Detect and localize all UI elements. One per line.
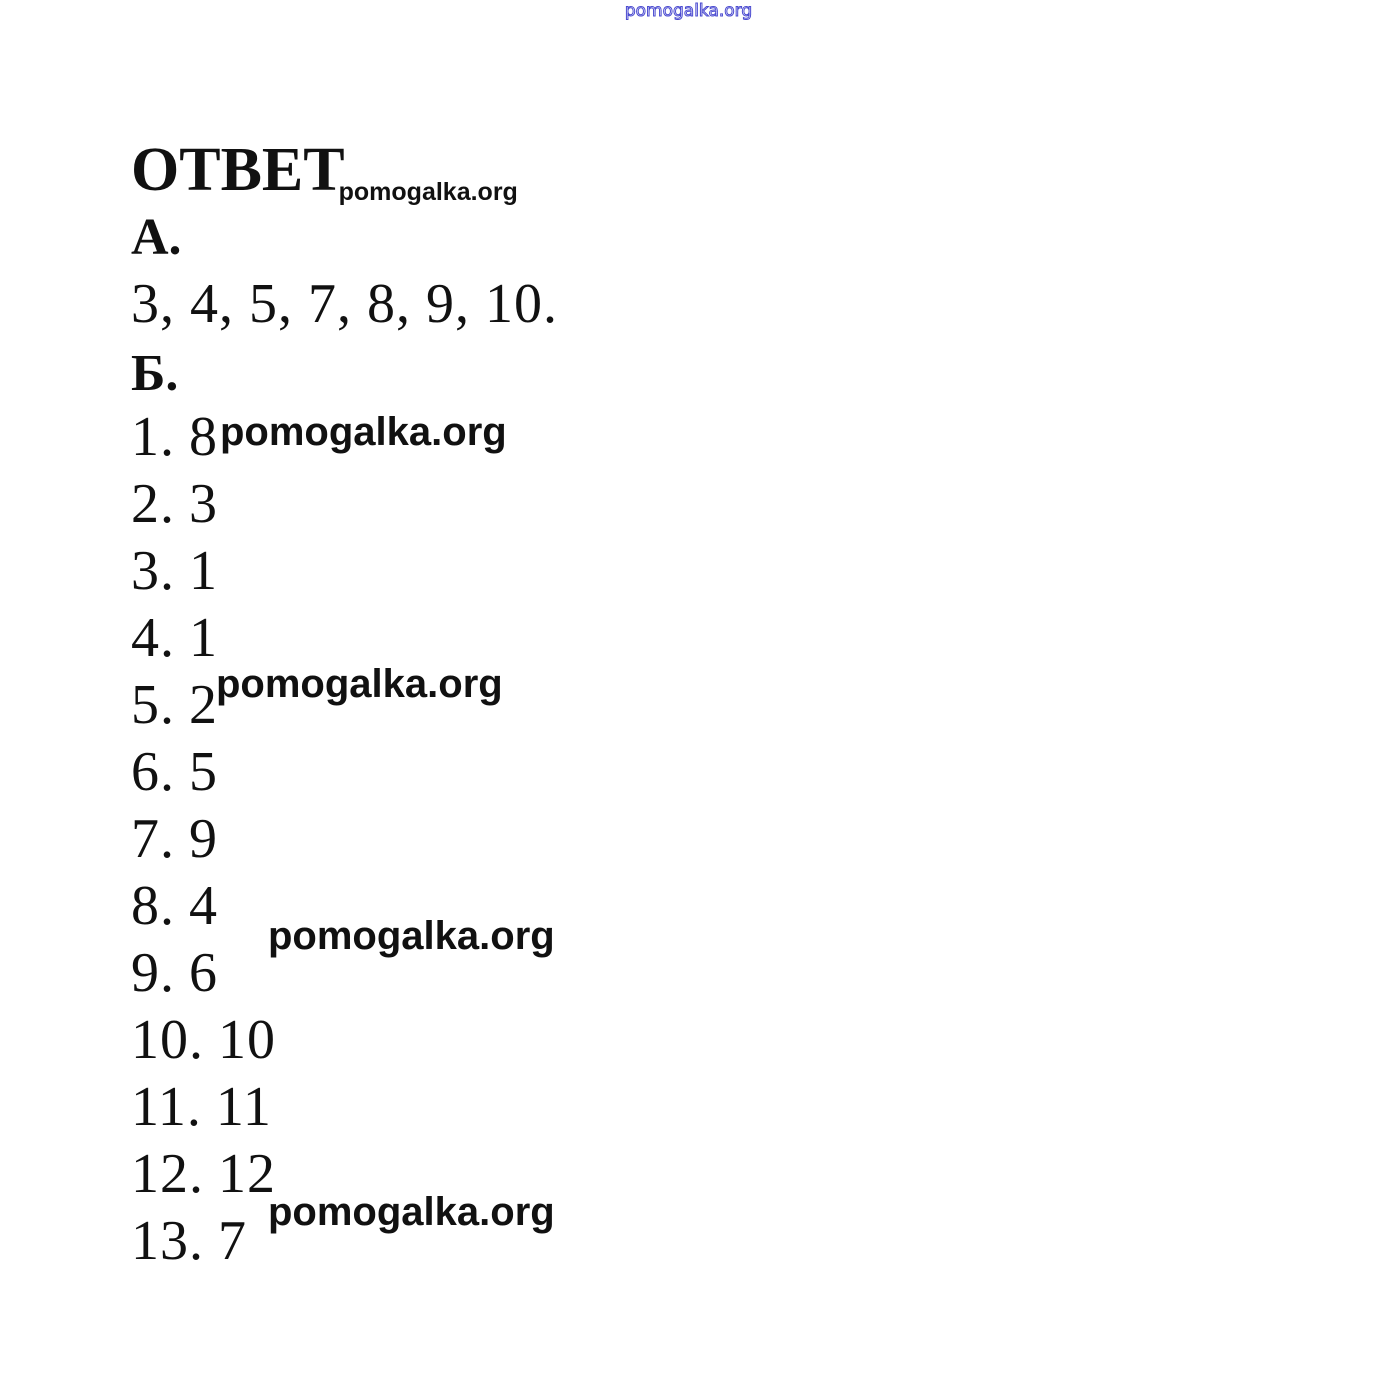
list-item: 8. 4 <box>131 875 218 937</box>
list-item: 1. 8 <box>131 406 218 468</box>
list-item: 12. 12 <box>131 1143 276 1205</box>
section-b-heading: Б. <box>131 345 179 402</box>
title-watermark: pomogalka.org <box>338 178 518 206</box>
header-watermark: pomogalka.org <box>624 1 753 21</box>
list-item: 7. 9 <box>131 808 218 870</box>
title-line <box>131 130 524 210</box>
list-item: 11. 11 <box>131 1076 272 1138</box>
list-item: 5. 2 <box>131 674 218 736</box>
section-a-answer: 3, 4, 5, 7, 8, 9, 10. <box>131 273 558 335</box>
list-item: 6. 5 <box>131 741 218 803</box>
watermark-text: pomogalka.org <box>268 914 555 958</box>
page-title: ОТВЕТ <box>131 136 345 204</box>
list-item: 13. 7 <box>131 1210 247 1272</box>
section-a-heading: А. <box>131 209 182 266</box>
list-item: 3. 1 <box>131 540 218 602</box>
list-item: 10. 10 <box>131 1009 276 1071</box>
watermark-text: pomogalka.org <box>220 410 507 454</box>
watermark-text: pomogalka.org <box>216 662 503 706</box>
list-item: 2. 3 <box>131 473 218 535</box>
list-item: 9. 6 <box>131 942 218 1004</box>
watermark-text: pomogalka.org <box>268 1190 555 1234</box>
list-item: 4. 1 <box>131 607 218 669</box>
